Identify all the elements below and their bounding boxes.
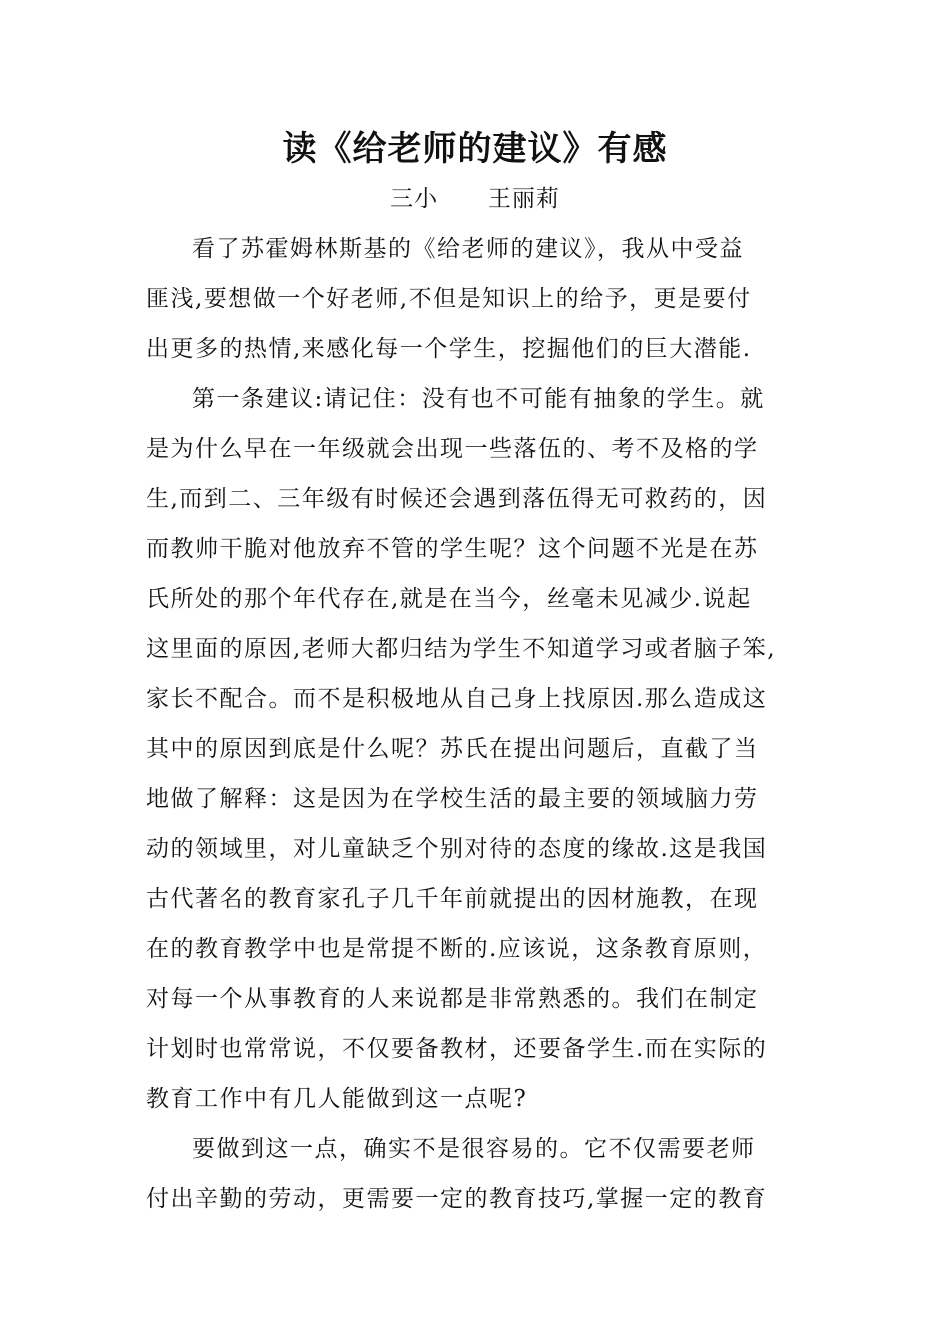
paragraph-2-line-15: 教育工作中有几人能做到这一点呢? [146,1086,528,1112]
paragraph-2-line-9: 地做了解释：这是因为在学校生活的最主要的领域脑力劳 [146,786,759,812]
paragraph-1-line-2: 匪浅,要想做一个好老师,不但是知识上的给予，更是要付 [146,286,752,312]
author-line: 三小 王丽莉 [390,186,560,212]
paragraph-2-line-7: 家长不配合。而不是积极地从自己身上找原因.那么造成这 [146,686,768,712]
paragraph-2-line-12: 在的教育教学中也是常提不断的.应该说，这条教育原则， [146,936,768,962]
paragraph-2-line-11: 古代著名的教育家孔子几千年前就提出的因材施教，在现 [146,886,759,912]
paragraph-2-line-10: 动的领域里，对儿童缺乏个别对待的态度的缘故.这是我国 [146,836,768,862]
paragraph-1-line-1: 看了苏霍姆林斯基的《给老师的建议》，我从中受益 [192,236,744,262]
paragraph-2-line-2: 是为什么早在一年级就会出现一些落伍的、考不及格的学 [146,436,759,462]
paragraph-2-line-13: 对每一个从事教育的人来说都是非常熟悉的。我们在制定 [146,986,759,1012]
paragraph-3-line-2: 付出辛勤的劳动，更需要一定的教育技巧,掌握一定的教育 [146,1186,768,1212]
paragraph-2-line-6: 这里面的原因,老师大都归结为学生不知道学习或者脑子笨, [146,636,777,662]
paragraph-2-line-4: 而教帅干脆对他放弃不管的学生呢？这个问题不光是在苏 [146,536,759,562]
paragraph-2-line-3: 生,而到二、三年级有时候还会遇到落伍得无可救药的，因 [146,486,768,512]
paragraph-3-line-1: 要做到这一点，确实不是很容易的。它不仅需要老师 [192,1136,756,1162]
paragraph-2-line-14: 计划时也常常说，不仅要备教材，还要备学生.而在实际的 [146,1036,768,1062]
paragraph-2-line-1: 第一条建议:请记住：没有也不可能有抽象的学生。就 [192,386,765,412]
paragraph-2-line-5: 氏所处的那个年代存在,就是在当今，丝毫未见减少.说起 [146,586,752,612]
paragraph-1-line-3: 出更多的热情,来感化每一个学生，挖掘他们的巨大潜能. [146,336,752,362]
document-title: 读《给老师的建议》有感 [282,129,668,169]
paragraph-2-line-8: 其中的原因到底是什么呢？苏氏在提出问题后，直截了当 [146,736,759,762]
